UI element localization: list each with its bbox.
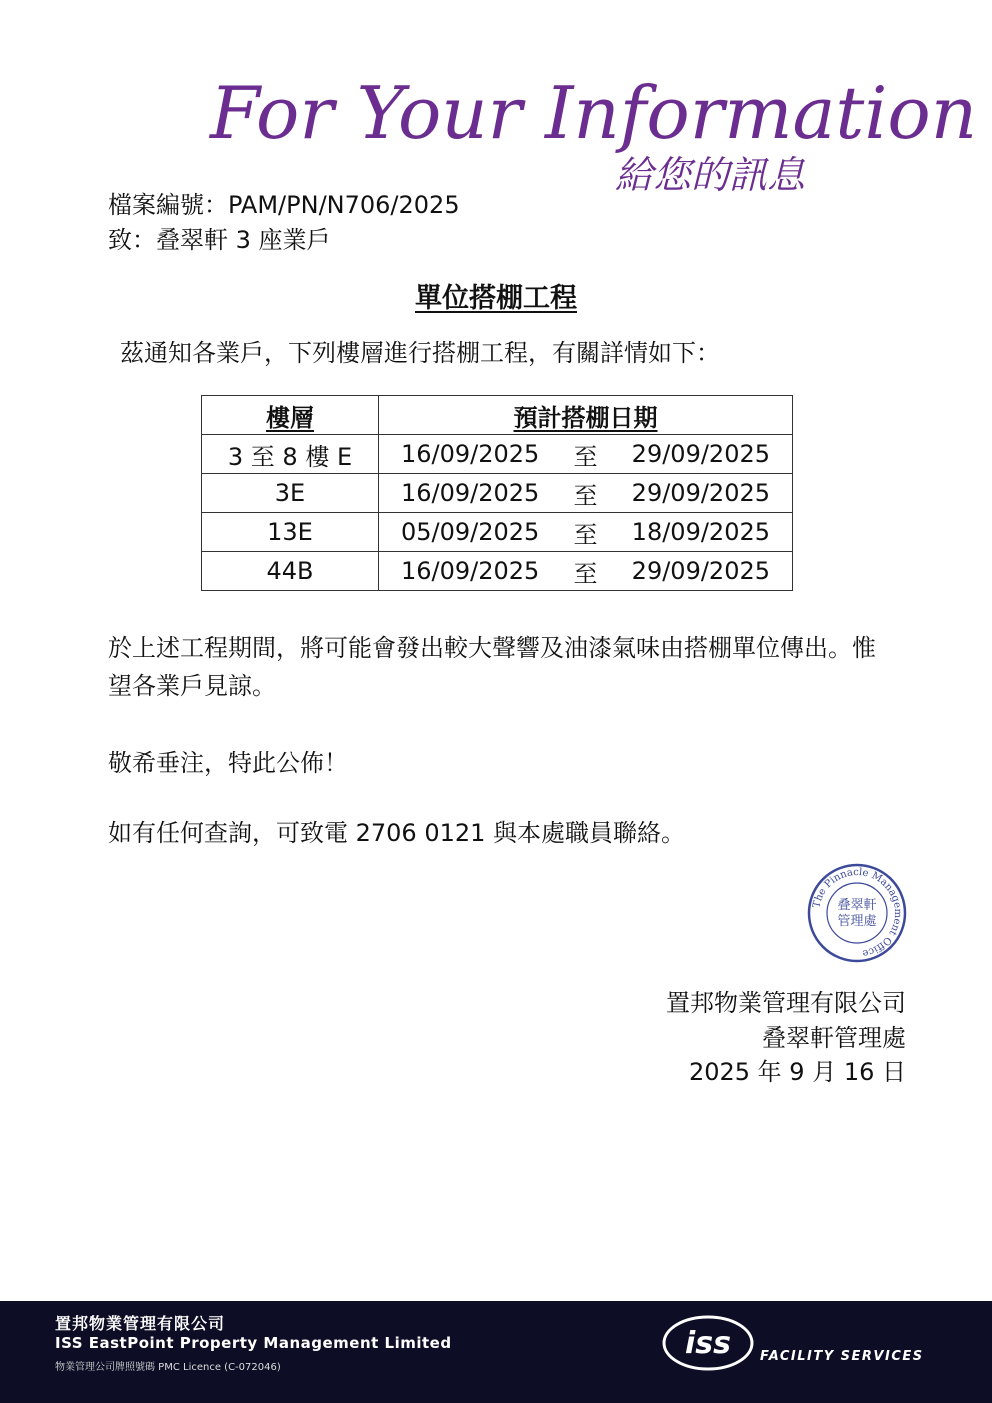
table-row — [202, 435, 793, 474]
footer-tagline: FACILITY SERVICES — [760, 1349, 924, 1364]
notice-intro: 茲通知各業戶，下列樓層進行搭棚工程，有關詳情如下： — [120, 339, 720, 367]
row-dates — [379, 552, 793, 591]
date-to: 29/09/2025 — [631, 557, 770, 585]
date-from: 16/09/2025 — [401, 557, 540, 585]
management-office-stamp — [806, 862, 908, 964]
stamp-center-line1: 叠翠軒 — [837, 898, 877, 913]
body-paragraph-3: 如有任何查詢，可致電 2706 0121 與本處職員聯絡。 — [108, 819, 686, 847]
for-your-information-logo — [200, 50, 978, 200]
table-header-row — [202, 396, 793, 435]
date-to: 29/09/2025 — [631, 440, 770, 468]
notice-title: 單位搭棚工程 — [415, 283, 577, 314]
body-paragraph-2: 敬希垂注，特此公佈！ — [108, 749, 348, 777]
date-to: 29/09/2025 — [631, 479, 770, 507]
schedule-table — [201, 395, 793, 591]
file-number: 檔案編號：PAM/PN/N706/2025 — [108, 191, 460, 219]
to-label: 至 — [573, 481, 598, 510]
footer-company-cn: 置邦物業管理有限公司 — [55, 1314, 226, 1333]
iss-logo-text: iss — [685, 1326, 731, 1361]
signature-office: 叠翠軒管理處 — [762, 1024, 906, 1052]
row-floor: 3E — [202, 474, 379, 513]
footer-banner — [0, 1301, 992, 1403]
row-dates — [379, 474, 793, 513]
row-floor: 44B — [202, 552, 379, 591]
row-dates — [379, 435, 793, 474]
footer-company-en: ISS EastPoint Property Management Limited — [55, 1334, 452, 1352]
row-floor: 13E — [202, 513, 379, 552]
date-from: 05/09/2025 — [401, 518, 540, 546]
date-from: 16/09/2025 — [401, 479, 540, 507]
signature-company: 置邦物業管理有限公司 — [666, 989, 906, 1017]
body-paragraph-1: 於上述工程期間，將可能會發出較大聲響及油漆氣味由搭棚單位傳出。惟望各業戶見諒。 — [108, 634, 876, 700]
header-floor: 樓層 — [202, 396, 379, 435]
row-floor: 3 至 8 樓 E — [202, 435, 379, 474]
stamp-center-line2: 管理處 — [837, 914, 877, 929]
table-row — [202, 513, 793, 552]
header-dates: 預計搭棚日期 — [379, 396, 793, 435]
table-row — [202, 474, 793, 513]
to-label: 至 — [573, 442, 598, 471]
table-row — [202, 552, 793, 591]
logo-text-en: For Your Information — [210, 71, 978, 155]
footer-licence: 物業管理公司牌照號碼 PMC Licence (C-072046) — [55, 1362, 281, 1373]
date-to: 18/09/2025 — [631, 518, 770, 546]
row-dates — [379, 513, 793, 552]
to-label: 至 — [573, 520, 598, 549]
stamp-ring-text: The Pinnacle Management Office — [811, 866, 904, 959]
to-label: 至 — [573, 559, 598, 588]
date-from: 16/09/2025 — [401, 440, 540, 468]
iss-logo — [660, 1313, 760, 1373]
logo-text-cn: 給您的訊息 — [615, 153, 806, 197]
recipient: 致：叠翠軒 3 座業戶 — [108, 226, 331, 254]
signature-date: 2025 年 9 月 16 日 — [688, 1058, 906, 1086]
